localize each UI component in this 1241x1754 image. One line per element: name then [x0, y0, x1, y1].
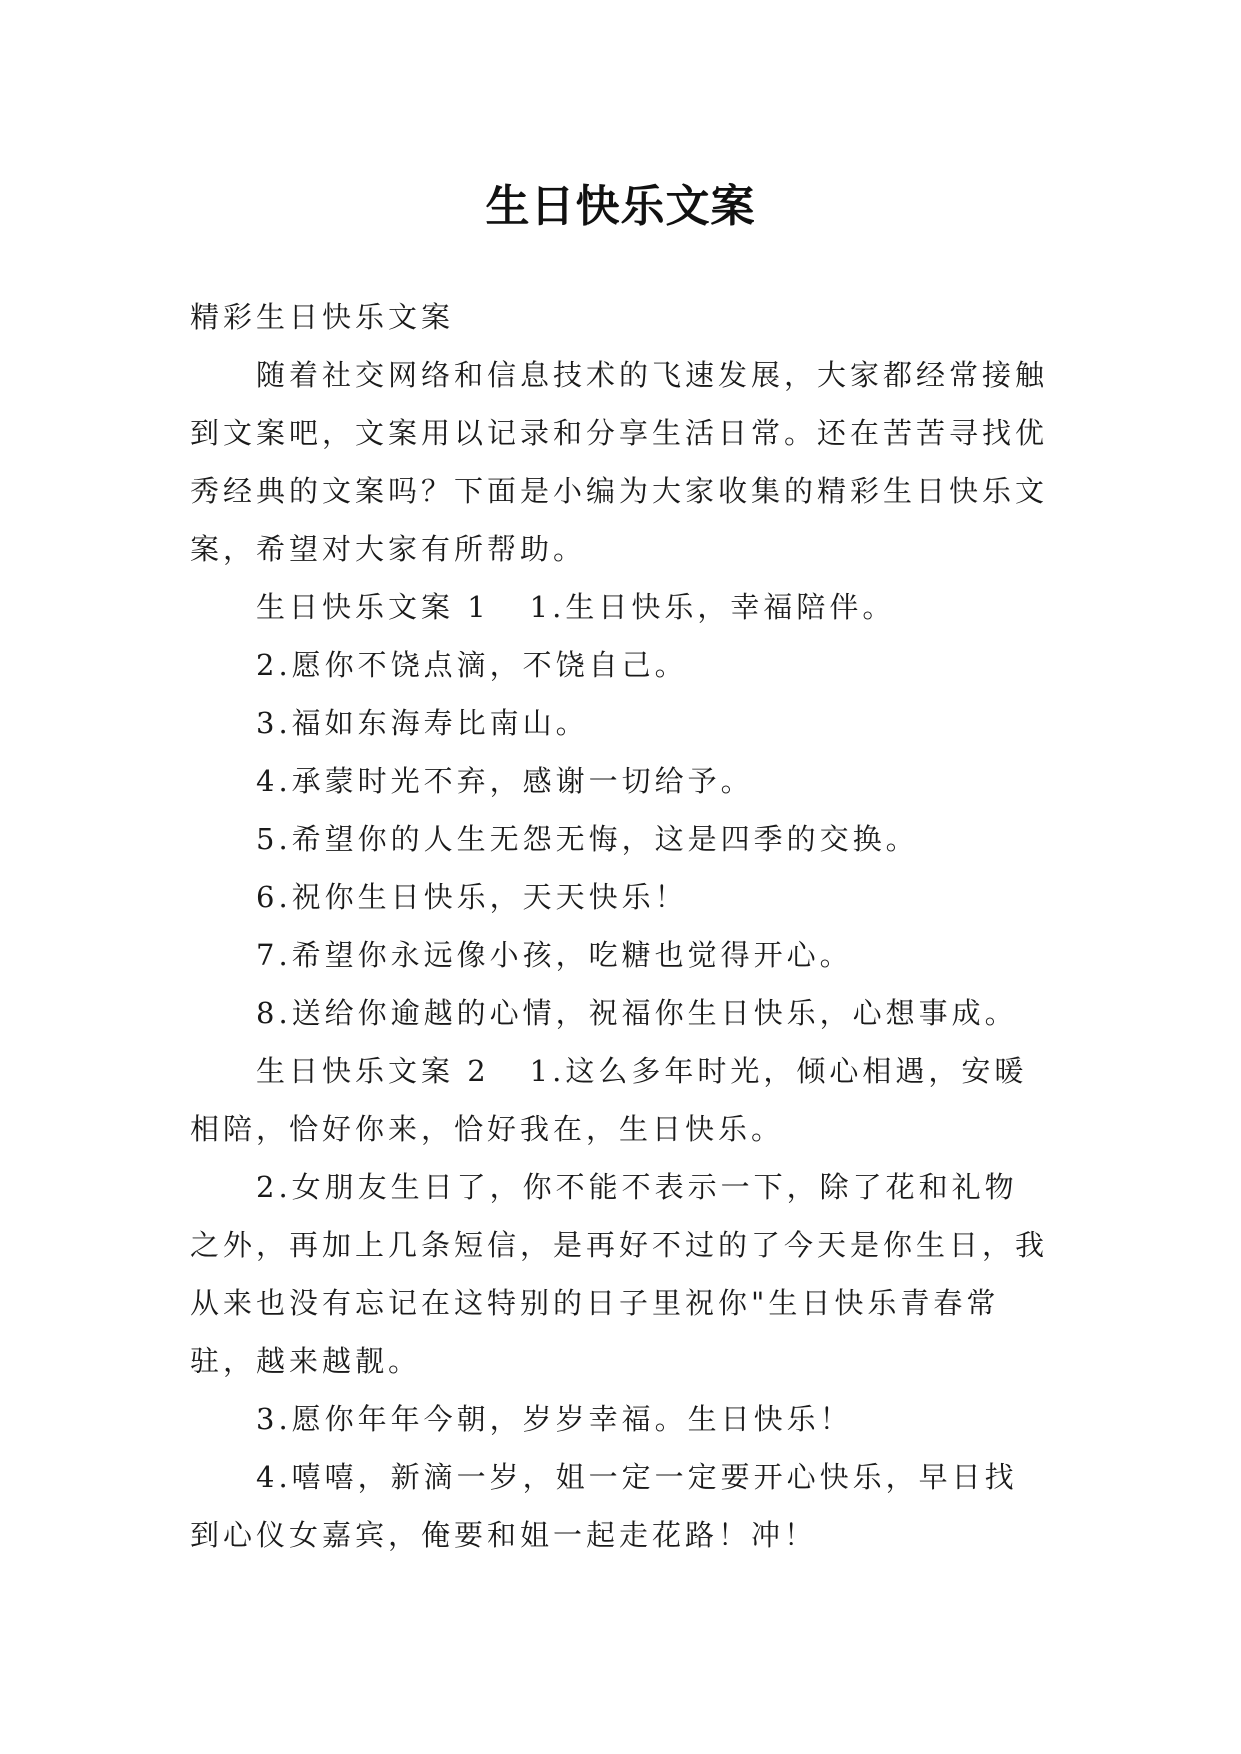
section-1-item: 2.愿你不饶点滴，不饶自己。	[256, 648, 688, 682]
section-2-item: 3.愿你年年今朝，岁岁幸福。生日快乐！	[256, 1402, 853, 1436]
section-2-item-1: 1.这么多年时光，倾心相遇，安暖相陪，恰好你来，恰好我在，生日快乐。	[190, 1054, 1028, 1146]
section-1-item: 3.福如东海寿比南山。	[256, 706, 589, 740]
section-1-item-1: 1.生日快乐，幸福陪伴。	[529, 590, 896, 624]
section-1-item: 4.承蒙时光不弃，感谢一切给予。	[256, 764, 754, 798]
section-2-first-line	[190, 1042, 1050, 1158]
intro-paragraph: 随着社交网络和信息技术的飞速发展，大家都经常接触到文案吧，文案用以记录和分享生活日常。还在苦苦寻找优秀经典的文案吗？下面是小编为大家收集的精彩生日快乐文案，希望对大家有所帮助。	[190, 358, 1049, 566]
section-1-item: 6.祝你生日快乐，天天快乐！	[256, 880, 688, 914]
section-2-heading: 生日快乐文案 2	[256, 1054, 490, 1088]
section-1-first-line	[190, 578, 1050, 636]
page-title: 生日快乐文案	[485, 181, 756, 233]
section-1-item: 8.送给你逾越的心情，祝福你生日快乐，心想事成。	[256, 996, 1018, 1030]
document-body	[190, 288, 1050, 1564]
section-2-item: 2.女朋友生日了，你不能不表示一下，除了花和礼物之外，再加上几条短信，是再好不过的了今天是你生日，我从来也没有忘记在这特别的日子里祝你"生日快乐青春常驻，越来越靓。	[190, 1170, 1049, 1378]
subtitle: 精彩生日快乐文案	[190, 300, 455, 334]
section-1-item: 7.希望你永远像小孩，吃糖也觉得开心。	[256, 938, 853, 972]
section-1-item: 5.希望你的人生无怨无悔，这是四季的交换。	[256, 822, 919, 856]
section-2-item: 4.嘻嘻，新滴一岁，姐一定一定要开心快乐，早日找到心仪女嘉宾，俺要和姐一起走花路！冲！	[190, 1460, 1018, 1552]
section-1-heading: 生日快乐文案 1	[256, 590, 490, 624]
